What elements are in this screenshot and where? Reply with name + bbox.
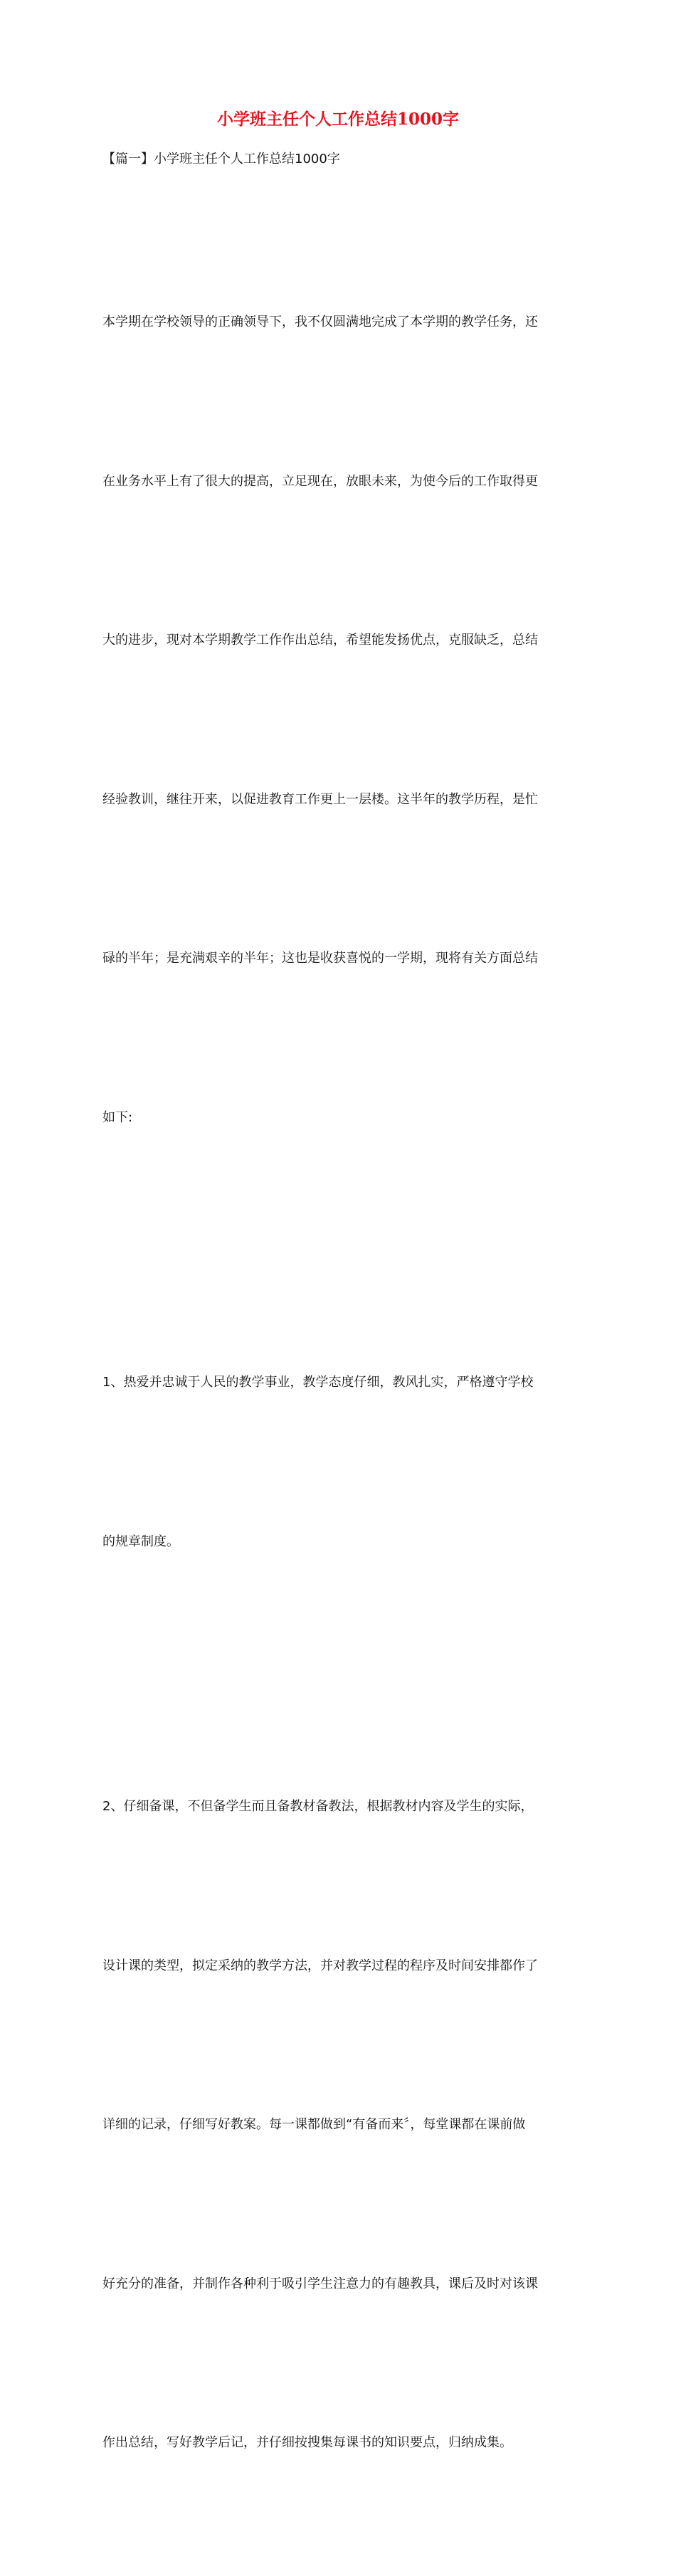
text-line: 2、仔细备课，不但备学生而且备教材备教法，根据教材内容及学生的实际， (102, 1799, 534, 1814)
text-line: 作出总结，写好教学后记，并仔细按搜集每课书的知识要点，归纳成集。 (102, 2435, 512, 2450)
paragraph-item-2 (102, 1674, 579, 2576)
text-line: 经验教训，继往开来，以促进教育工作更上一层楼。这半年的教学历程，是忙 (102, 791, 538, 807)
text-line: 好充分的准备，并制作各种利于吸引学生注意力的有趣教具，课后及时对该课 (102, 2276, 538, 2291)
paragraph-item-1 (102, 1250, 579, 1674)
text-line: 如下: (102, 1109, 133, 1125)
text-line: 本学期在学校领导的正确领导下，我不仅圆满地完成了本学期的教学任务，还 (102, 315, 538, 329)
text-line: 1、热爱并忠诚于人民的教学事业，教学态度仔细，教风扎实，严格遵守学校 (102, 1375, 534, 1390)
text-line: 碌的半年；是充满艰辛的半年；这也是收获喜悦的一学期，现将有关方面总结 (102, 951, 538, 966)
document-title: 小学班主任个人工作总结1000字 (216, 110, 459, 129)
document-body (102, 190, 579, 2576)
text-line: 详细的记录，仔细写好教案。每一课都做到“有备而来〞，每堂课都在课前做 (102, 2117, 526, 2132)
text-line: 大的进步，现对本学期教学工作作出总结，希望能发扬优点，克服缺乏，总结 (102, 633, 538, 648)
paragraph-intro (102, 190, 579, 1250)
section-heading: 【篇一】小学班主任个人工作总结1000字 (102, 152, 340, 167)
text-line: 设计课的类型，拟定采纳的教学方法，并对教学过程的程序及时间安排都作了 (102, 1958, 538, 1973)
text-line: 的规章制度。 (102, 1534, 179, 1549)
text-line: 在业务水平上有了很大的提高，立足现在，放眼未来，为使今后的工作取得更 (102, 473, 538, 489)
